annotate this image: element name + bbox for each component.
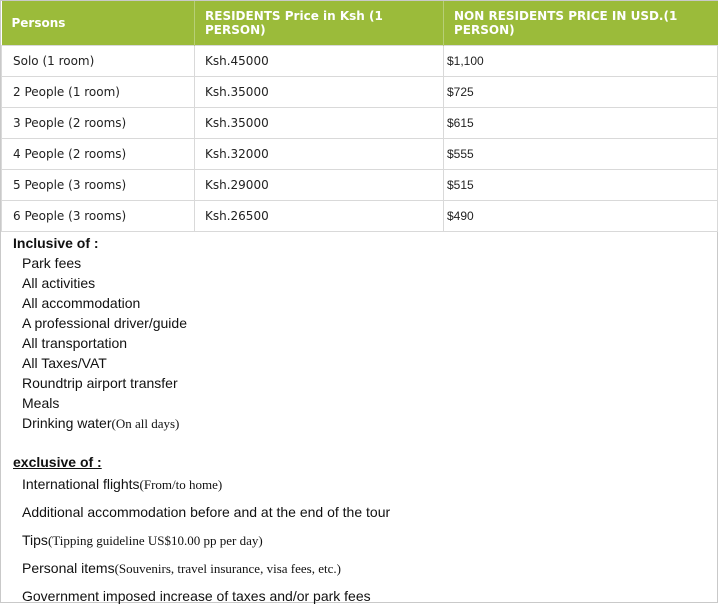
usd-price-cell: $1,100 <box>444 46 718 77</box>
table-row <box>2 201 718 232</box>
item-note: (Tipping guideline US$10.00 pp per day) <box>47 533 263 548</box>
inclusive-item: Roundtrip airport transfer <box>22 375 178 391</box>
item-text: Tips <box>22 532 48 548</box>
table-row <box>2 77 718 108</box>
inclusive-item: A professional driver/guide <box>22 315 187 331</box>
inclusive-list <box>22 253 390 434</box>
item-note: (From/to home) <box>139 477 223 492</box>
usd-price-cell: $555 <box>444 139 718 170</box>
item-note: (On all days) <box>111 416 180 431</box>
inclusive-item <box>22 413 390 434</box>
header-residents-price: RESIDENTS Price in Ksh (1 PERSON) <box>195 1 444 46</box>
persons-cell: 3 People (2 rooms) <box>2 108 195 139</box>
inclusive-item: Park fees <box>22 255 82 271</box>
exclusive-heading: exclusive of : <box>13 454 102 470</box>
exclusive-list <box>22 475 390 606</box>
ksh-price-cell: Ksh.35000 <box>195 108 444 139</box>
item-text: Additional accommodation before and at the end of the tour <box>22 504 391 520</box>
exclusive-item <box>22 587 390 606</box>
persons-cell: 5 People (3 rooms) <box>2 170 195 201</box>
notes-section <box>13 234 390 615</box>
table-row <box>2 108 718 139</box>
header-persons: Persons <box>2 1 195 46</box>
persons-cell: 2 People (1 room) <box>2 77 195 108</box>
table-row <box>2 170 718 201</box>
inclusive-item: All Taxes/VAT <box>22 355 107 371</box>
exclusive-item <box>22 475 390 494</box>
item-note: (Souvenirs, travel insurance, visa fees, etc.) <box>114 561 341 576</box>
item-text: Government imposed increase of taxes and/or park fees <box>22 588 371 604</box>
item-text: Drinking water <box>22 415 112 431</box>
exclusive-item <box>22 503 390 522</box>
price-table <box>1 1 718 232</box>
item-text: International flights <box>22 476 140 492</box>
ksh-price-cell: Ksh.32000 <box>195 139 444 170</box>
table-row <box>2 139 718 170</box>
ksh-price-cell: Ksh.45000 <box>195 46 444 77</box>
usd-price-cell: $725 <box>444 77 718 108</box>
inclusive-heading: Inclusive of : <box>13 235 99 251</box>
persons-cell: Solo (1 room) <box>2 46 195 77</box>
table-header-row <box>2 1 718 46</box>
ksh-price-cell: Ksh.35000 <box>195 77 444 108</box>
persons-cell: 6 People (3 rooms) <box>2 201 195 232</box>
usd-price-cell: $490 <box>444 201 718 232</box>
persons-cell: 4 People (2 rooms) <box>2 139 195 170</box>
header-non-residents-price: NON RESIDENTS PRICE IN USD.(1 PERSON) <box>444 1 718 46</box>
usd-price-cell: $515 <box>444 170 718 201</box>
ksh-price-cell: Ksh.26500 <box>195 201 444 232</box>
table-row <box>2 46 718 77</box>
usd-price-cell: $615 <box>444 108 718 139</box>
inclusive-item: All transportation <box>22 335 128 351</box>
ksh-price-cell: Ksh.29000 <box>195 170 444 201</box>
item-text: Personal items <box>22 560 115 576</box>
exclusive-item <box>22 531 390 550</box>
inclusive-item: All accommodation <box>22 295 141 311</box>
inclusive-item: Meals <box>22 395 60 411</box>
inclusive-item: All activities <box>22 275 96 291</box>
exclusive-item <box>22 559 390 578</box>
